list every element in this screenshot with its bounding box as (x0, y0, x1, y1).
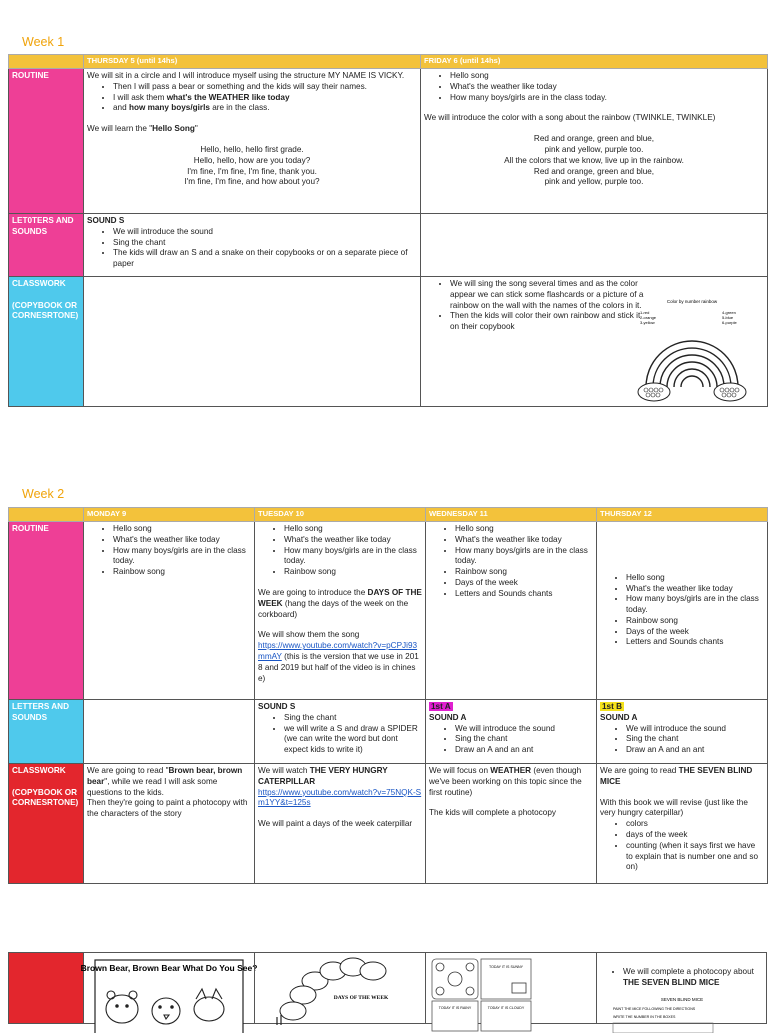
letters-label: LET0TERS AND SOUNDS (9, 214, 84, 277)
week1-header-friday: FRIDAY 6 (until 14hs) (421, 55, 768, 69)
week1-thursday-routine: We will sit in a circle and I will introduce myself using the structure MY NAME IS VICKY. • Then I will pass a bear or something and the kids will say their names. • I will ask them what's the WEATHER like today • and how many boys/girls are in the class. We will learn the "Hello Song" Hello, hello, hello first grade. Hello, hello, how are you today? I'm fine, I'm fine, I'm fine, thank you. I'm fine, I'm fine, and how about you? (84, 69, 421, 214)
days-of-week-video-link[interactable]: https://www.youtube.com/watch?v=pCPJi93mmAY (258, 641, 418, 661)
week1-routine-row (9, 69, 768, 214)
caterpillar-worksheet-image (255, 953, 427, 1025)
hello-song-line: I'm fine, I'm fine, I'm fine, thank you. (187, 166, 317, 176)
svg-text:TODAY IT IS SUNNY: TODAY IT IS SUNNY (488, 965, 524, 969)
svg-text:5-blue: 5-blue (722, 315, 734, 320)
week1-thursday-letters: SOUND S • We will introduce the sound • Sing the chant • The kids will draw an S and a snake on their copybooks or on a separate piece of paper (84, 214, 421, 277)
rainbow-song-line: pink and yellow, purple too. (544, 144, 644, 154)
week1-title: Week 1 (22, 35, 65, 49)
weather-worksheet-image (426, 953, 598, 1025)
classwork-label: CLASSWORK (COPYBOOK OR CORNESRTONE) (9, 277, 84, 407)
svg-text:TODAY IT IS CLOUDY: TODAY IT IS CLOUDY (487, 1006, 525, 1010)
week2-tuesday-routine: • Hello song • What's the weather like today • How many boys/girls are in the class today. • Rainbow song We are going to introduce the DAYS OF THE WEEK (hang the days of the week on the corkboard) We will show them the song https://www.youtube.com/watch?v=pCPJi93mmAY (this is the version that we use in 2018 and 2019 but half of the video is in chinese) (255, 522, 426, 700)
seven-blind-mice-cell: • We will complete a photocopy about THE SEVEN BLIND MICE SEVEN BLIND MICE PAINT THE MICE FOLLOWING THE DIRECTIONS WRITE THE NUMBER IN THE BOXES (596, 952, 767, 1024)
week1-friday-routine: • Hello song • What's the weather like today • How many boys/girls are in the class today. We will introduce the color with a song about the rainbow (TWINKLE, TWINKLE) Red and orange, green and blue, pink and yellow, purple too. All the colors that we know, live up in the rainbow. Red and orange, green and blue, pink and yellow, purple too. (421, 69, 768, 214)
week2-title: Week 2 (22, 487, 65, 501)
caterpillar-cell (254, 952, 426, 1024)
hello-song-line: Hello, hello, hello first grade. (200, 144, 304, 154)
hello-song-line: I'm fine, I'm fine, and how about you? (184, 177, 320, 187)
week2-monday-classwork: We are going to read "Brown bear, brown bear", while we read I will ask some questions to the kids. Then they're going to paint a photocopy with the characters of the story (84, 764, 255, 884)
svg-text:SEVEN BLIND MICE: SEVEN BLIND MICE (660, 997, 704, 1002)
hello-song-line: Hello, hello, how are you today? (193, 155, 311, 165)
week2-classwork-row (9, 764, 768, 884)
group-badge: 1st A (431, 702, 451, 711)
rainbow-song-line: All the colors that we know, live up in the rainbow. (504, 155, 684, 165)
letters-label: LETTERS AND SOUNDS (9, 700, 84, 764)
svg-text:PAINT THE MICE FOLLOWING THE D: PAINT THE MICE FOLLOWING THE DIRECTIONS (613, 1007, 696, 1011)
week1-header-thursday: THURSDAY 5 (until 14hs) (84, 55, 421, 69)
week1-friday-classwork: • We will sing the song several times and as the color appear we can stick some flashcards or a picture of a rainbow on the wall with the names of the colors in it. • Then the kids will color their own rainbow and stick it on their copybook Color by number rainbow 1-red 2-orange 3-yellow 4-green 5-blue 6-purple (421, 277, 768, 407)
week2-monday-routine: • Hello song • What's the weather like today • How many boys/girls are in the class today. • Rainbow song (84, 522, 255, 700)
brown-bear-cell (80, 952, 258, 1024)
caterpillar-label: DAYS OF THE WEEK (333, 995, 389, 1001)
week2-letters-row (9, 700, 768, 764)
routine-label: ROUTINE (9, 69, 84, 214)
week2-thursday-classwork: We are going to read THE SEVEN BLIND MICE With this book we will revise (just like the very hungry caterpillar) • colors • days of the week • counting (when it says first we have to explain that is number one and so on) (597, 764, 768, 884)
week2-header-wednesday: WEDNESDAY 11 (426, 508, 597, 522)
rainbow-song-line: Red and orange, green and blue, (533, 166, 655, 176)
brown-bear-worksheet-image (80, 959, 258, 1031)
week2-wednesday-classwork: We will focus on WEATHER (even though we've been working on this topic since the first routine) The kids will complete a photocopy (426, 764, 597, 884)
svg-text:4-green: 4-green (722, 310, 736, 315)
svg-text:6-purple: 6-purple (722, 320, 737, 325)
group-badge: 1st B (602, 702, 623, 711)
rainbow-song-line: pink and yellow, purple too. (544, 177, 644, 187)
week2-header-tuesday: TUESDAY 10 (255, 508, 426, 522)
week2-tuesday-letters: SOUND S • Sing the chant • we will write a S and draw a SPIDER (we can write the word but dont expect kids to write it) (255, 700, 426, 764)
rainbow-worksheet-image (636, 295, 748, 405)
week2-header-row (9, 508, 768, 522)
brown-bear-title: Brown Bear, Brown Bear What Do You See? (80, 963, 258, 973)
routine-label: ROUTINE (9, 522, 84, 700)
week1-letters-row (9, 214, 768, 277)
week2-table (8, 507, 768, 884)
week1-table (8, 54, 768, 407)
rainbow-worksheet-title: Color by number rainbow (666, 299, 718, 304)
weather-cell (425, 952, 597, 1024)
week2-thursday-routine: • Hello song • What's the weather like today • How many boys/girls are in the class today. • Rainbow song • Days of the week • Letters and Sounds chants (597, 522, 768, 700)
rainbow-song-line: Red and orange, green and blue, (533, 134, 655, 144)
week2-wednesday-letters: 1st A SOUND A • We will introduce the sound • Sing the chant • Draw an A and an ant (426, 700, 597, 764)
seven-blind-mice-worksheet-image (607, 993, 757, 1033)
svg-text:1-red: 1-red (640, 310, 650, 315)
week1-classwork-row (9, 277, 768, 407)
week2-header-monday: MONDAY 9 (84, 508, 255, 522)
svg-text:3-yellow: 3-yellow (640, 320, 655, 325)
svg-text:WRITE THE NUMBER IN THE BOXES: WRITE THE NUMBER IN THE BOXES (613, 1015, 676, 1019)
hungry-caterpillar-video-link[interactable]: https://www.youtube.com/watch?v=75NQK-Sm1YY&t=125s (258, 787, 422, 808)
classwork-label: CLASSWORK (COPYBOOK OR CORNESRTONE) (9, 764, 84, 884)
svg-text:2-orange: 2-orange (640, 315, 657, 320)
week2-header-thursday: THURSDAY 12 (597, 508, 768, 522)
week2-routine-row (9, 522, 768, 700)
week2-wednesday-routine: • Hello song • What's the weather like today • How many boys/girls are in the class today. • Rainbow song • Days of the week • Letters and Sounds chants (426, 522, 597, 700)
week2-thursday-letters: 1st B SOUND A • We will introduce the sound • Sing the chant • Draw an A and an ant (597, 700, 768, 764)
week2-tuesday-classwork: We will watch THE VERY HUNGRY CATERPILLAR https://www.youtube.com/watch?v=75NQK-Sm1YY&t=125s We will paint a days of the week caterpillar (255, 764, 426, 884)
bottom-red-label (8, 952, 84, 1024)
week1-header-row (9, 55, 768, 69)
svg-text:TODAY IT IS RAINY: TODAY IT IS RAINY (438, 1006, 472, 1010)
